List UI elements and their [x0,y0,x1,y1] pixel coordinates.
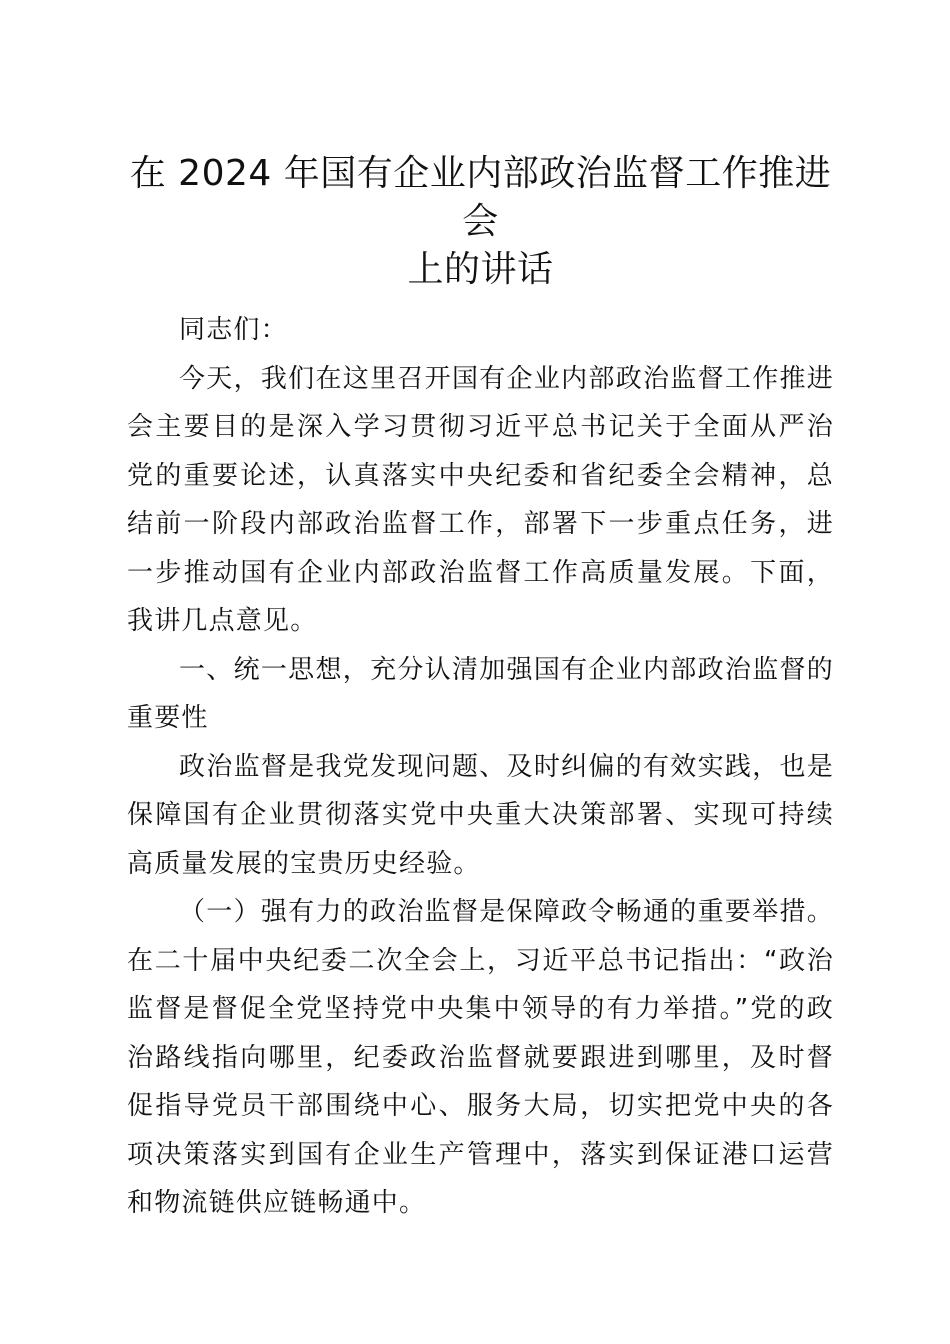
paragraph-section-1: 政治监督是我党发现问题、及时纠偏的有效实践，也是保障国有企业贯彻落实党中央重大决策部署、实现可持续高质量发展的宝贵历史经验。 [127,751,834,879]
section-heading-1: 一、统一思想，充分认清加强国有企业内部政治监督的重要性 [127,654,834,733]
subsection-1-paragraph: （一）强有力的政治监督是保障政令畅通的重要举措。在二十届中央纪委二次全会上，习近平总书记指出：“政治监督是督促全党坚持党中央集中领导的有力举措。”党的政治路线指向哪里，纪委政治监督就要跟进到哪里，及时督促指导党员干部围绕中心、服务大局，切实把党中央的各项决策落实到国有企业生产管理中，落实到保证港口运营和物流链供应链畅通中。 [127,897,834,1218]
document-body [127,306,834,1228]
title-line-2: 上的讲话 [407,249,554,290]
document-title [127,150,834,294]
title-line-1: 在 2024 年国有企业内部政治监督工作推进会 [129,153,832,242]
salutation: 同志们： [179,315,288,345]
paragraph-intro: 今天，我们在这里召开国有企业内部政治监督工作推进会主要目的是深入学习贯彻习近平总书记关于全面从严治党的重要论述，认真落实中央纪委和省纪委全会精神，总结前一阶段内部政治监督工作，部署下一步重点任务，进一步推动国有企业内部政治监督工作高质量发展。下面，我讲几点意见。 [127,363,834,636]
